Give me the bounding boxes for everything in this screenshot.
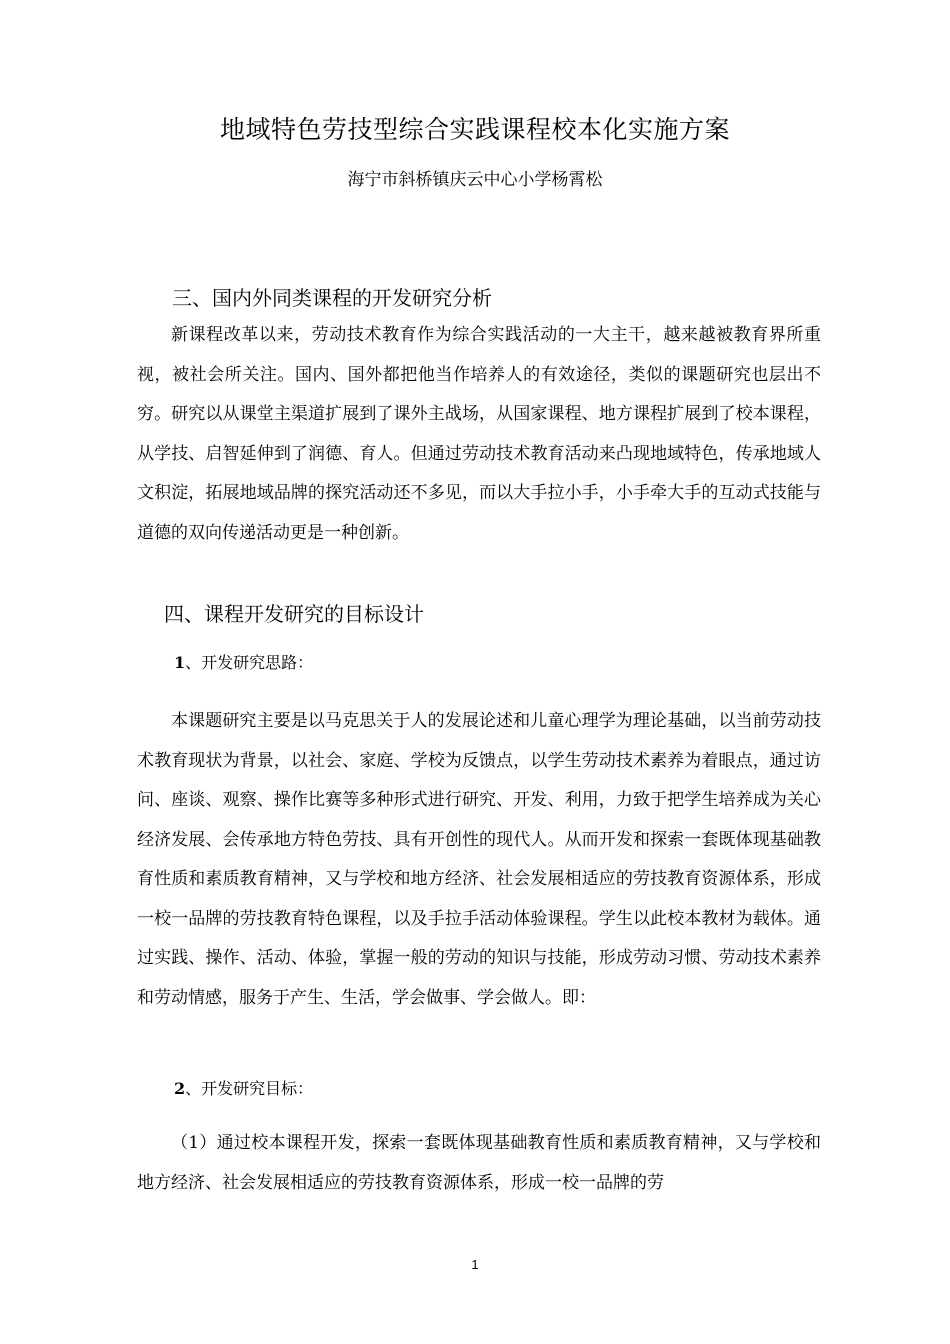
section-4-heading: 四、课程开发研究的目标设计 — [164, 602, 424, 626]
subsection-1-heading — [174, 650, 313, 676]
subsection-1-paragraph: 本课题研究主要是以马克思关于人的发展论述和儿童心理学为理论基础，以当前劳动技术教育现状为背景，以社会、家庭、学校为反馈点，以学生劳动技术素养为着眼点，通过访问、座谈、观察、操作比赛等多种形式进行研究、开发、利用，力致于把学生培养成为关心经济发展、会传承地方特色劳技、具有开创性的现代人。从而开发和探索一套既体现基础教育性质和素质教育精神，又与学校和地方经济、社会发展相适应的劳技教育资源体系，形成一校一品牌的劳技教育特色课程，以及手拉手活动体验课程。学生以此校本教材为载体。通过实践、操作、活动、体验，掌握一般的劳动的知识与技能，形成劳动习惯、劳动技术素养和劳动情感，服务于产生、生活，学会做事、学会做人。即： — [137, 711, 821, 1008]
section-3-heading: 三、国内外同类课程的开发研究分析 — [172, 286, 492, 310]
subsection-2-heading — [174, 1076, 313, 1102]
page-number: 1 — [471, 1257, 479, 1272]
subsection-1-number: 1 — [174, 653, 186, 672]
document-title: 地域特色劳技型综合实践课程校本化实施方案 — [219, 115, 730, 144]
subsection-1-label: 、开发研究思路： — [185, 653, 314, 672]
subsection-2-label: 、开发研究目标： — [185, 1079, 314, 1098]
document-author: 海宁市斜桥镇庆云中心小学杨霄松 — [347, 170, 603, 190]
subsection-2-paragraph: （1）通过校本课程开发，探索一套既体现基础教育性质和素质教育精神，又与学校和地方经济、社会发展相适应的劳技教育资源体系，形成一校一品牌的劳 — [137, 1133, 821, 1193]
subsection-2-number: 2 — [174, 1079, 186, 1098]
section-3-paragraph: 新课程改革以来，劳动技术教育作为综合实践活动的一大主干，越来越被教育界所重视，被社会所关注。国内、国外都把他当作培养人的有效途径，类似的课题研究也层出不穷。研究以从课堂主渠道扩展到了课外主战场，从国家课程、地方课程扩展到了校本课程，从学技、启智延伸到了润德、育人。但通过劳动技术教育活动来凸现地域特色，传承地域人文积淀，拓展地域品牌的探究活动还不多见，而以大手拉小手，小手牵大手的互动式技能与道德的双向传递活动更是一种创新。 — [137, 325, 821, 543]
